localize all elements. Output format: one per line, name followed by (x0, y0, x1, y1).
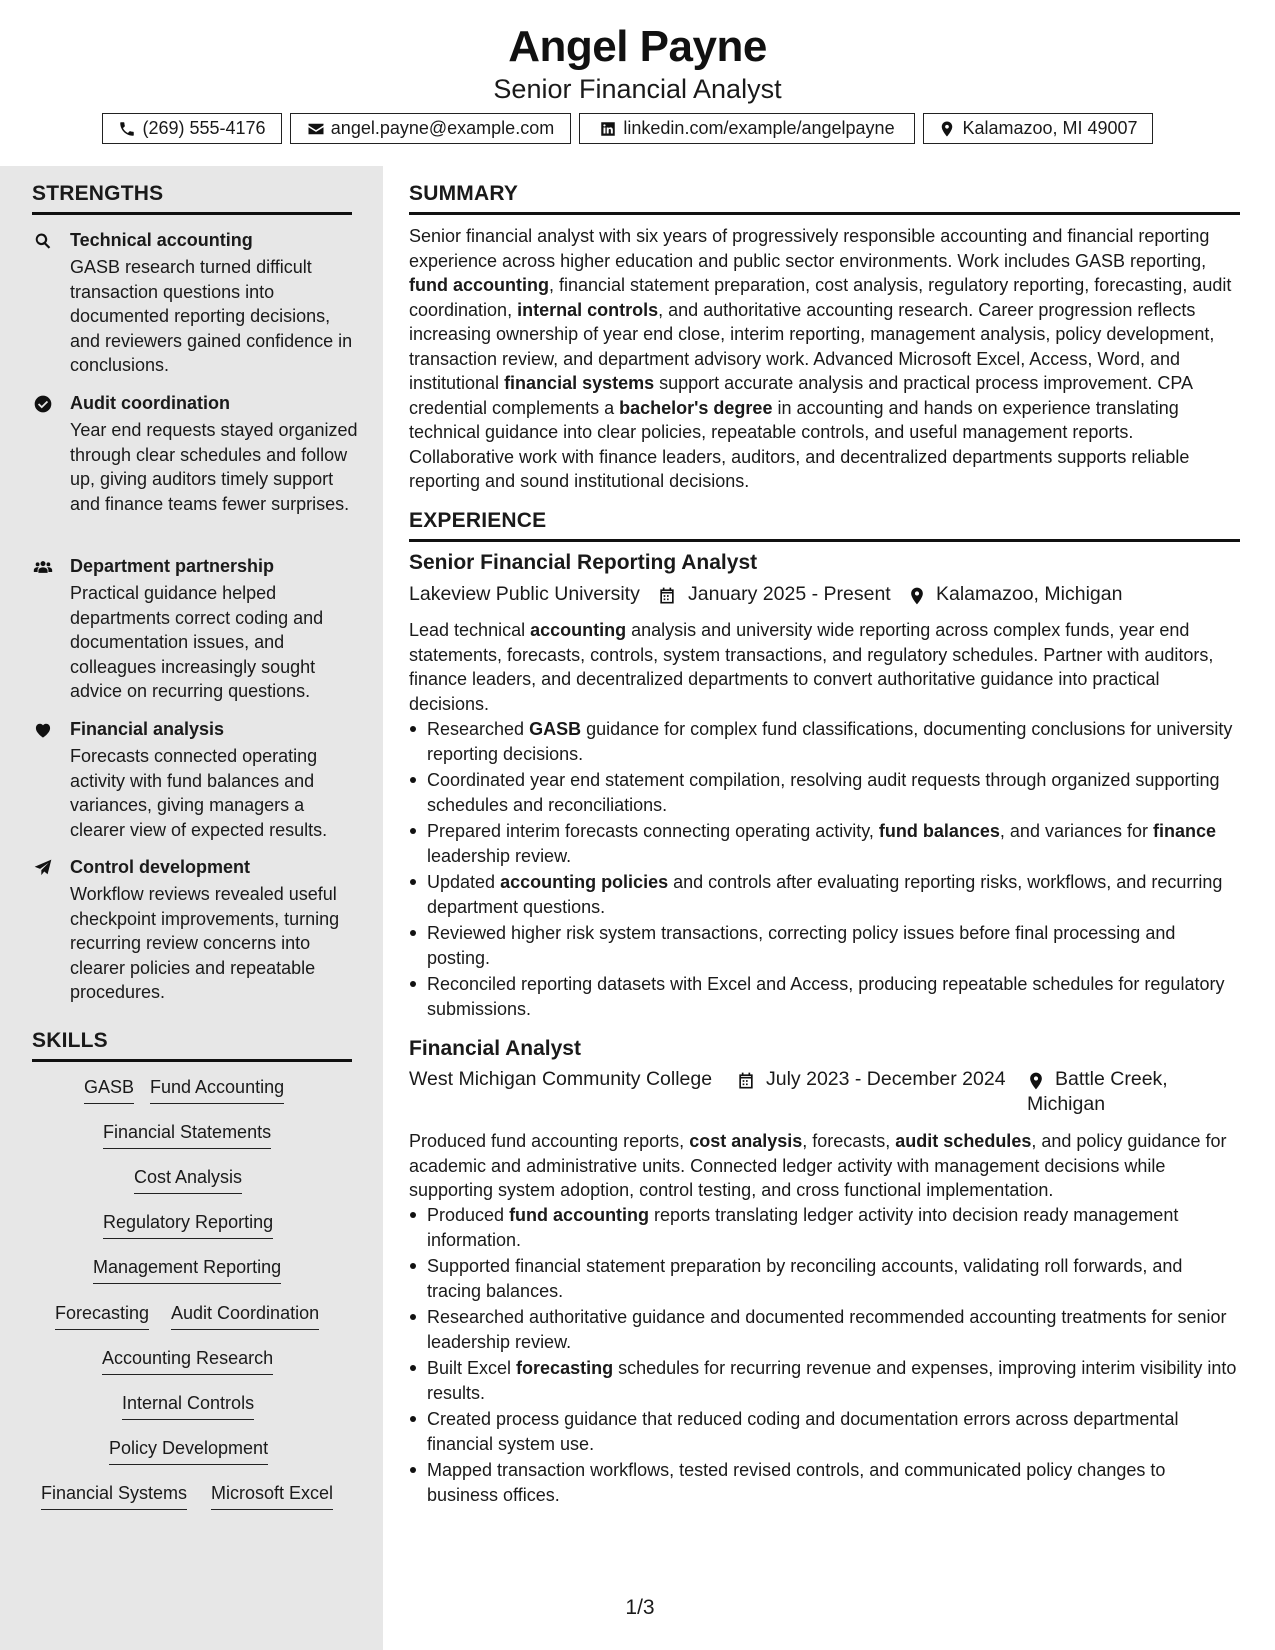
bullet-item: Built Excel forecasting schedules for recurring revenue and expenses, improving interim visibility into results. (409, 1356, 1241, 1405)
envelope-icon (307, 120, 325, 138)
job-intro: Lead technical accounting analysis and university wide reporting across complex funds, year end statements, forecasts, controls, system transactions, and regulatory schedules. Partner with auditors, finance leaders, and decentralized departments to convert authoritative guidance into practical decisions. (409, 620, 1214, 714)
strength-title: Audit coordination (70, 393, 230, 413)
contact-phone[interactable] (102, 113, 282, 144)
contact-bar (0, 113, 1275, 144)
candidate-name: Angel Payne (508, 22, 767, 71)
bullet-item: Mapped transaction workflows, tested revised controls, and communicated policy changes to business offices. (409, 1458, 1241, 1507)
skill-tag: Internal Controls (122, 1393, 254, 1420)
skill-tag: Cost Analysis (134, 1167, 242, 1194)
bullet-item: Prepared interim forecasts connecting operating activity, fund balances, and variances for finance leadership review. (409, 819, 1241, 868)
job-bullets (409, 717, 1241, 1023)
strength-desc: Forecasts connected operating activity with fund balances and variances, giving managers a clearer view of expected results. (70, 746, 328, 840)
skill-tag: Audit Coordination (171, 1303, 319, 1330)
calendar-icon (657, 586, 677, 606)
job-intro: Produced fund accounting reports, cost analysis, forecasts, audit schedules, and policy guidance for academic and administrative units. Connected ledger activity with management decisions while supporting system adoption, control testing, and cross functional implementation. (409, 1131, 1227, 1200)
bullet-item: Researched GASB guidance for complex fund classifications, documenting conclusions for university reporting decisions. (409, 717, 1241, 766)
page-number: 1/3 (625, 1596, 655, 1619)
skill-tag: Financial Statements (103, 1122, 271, 1149)
experience-heading: EXPERIENCE (409, 509, 1240, 542)
skill-tag: Financial Systems (41, 1483, 187, 1510)
bullet-item: Produced fund accounting reports translating ledger activity into decision ready management information. (409, 1203, 1241, 1252)
check-circle-icon (33, 394, 53, 414)
strength-desc: GASB research turned difficult transaction questions into documented reporting decisions, and reviewers gained confidence in conclusions. (70, 257, 353, 375)
calendar-icon (736, 1071, 756, 1091)
contact-linkedin-text: linkedin.com/example/angelpayne (623, 118, 895, 138)
summary-heading: SUMMARY (409, 182, 1240, 215)
bullet-item: Researched authoritative guidance and documented recommended accounting treatments for senior leadership review. (409, 1305, 1241, 1354)
heart-icon (33, 720, 53, 740)
candidate-title: Senior Financial Analyst (493, 74, 782, 104)
skill-tag: Microsoft Excel (211, 1483, 333, 1510)
job-location-line2: Michigan (1027, 1093, 1106, 1115)
strength-desc: Practical guidance helped departments correct coding and documentation issues, and colleagues increasingly sought advice on recurring questions. (70, 583, 324, 701)
contact-phone-text: (269) 555-4176 (142, 118, 266, 138)
job-dates: January 2025 - Present (688, 583, 891, 605)
skill-tag: Fund Accounting (150, 1077, 284, 1104)
job-company: Lakeview Public University (409, 583, 640, 605)
skill-tag: Management Reporting (93, 1257, 281, 1284)
map-pin-icon (1026, 1071, 1046, 1091)
job-company: West Michigan Community College (409, 1068, 713, 1090)
paper-plane-icon (33, 858, 53, 878)
strength-title: Financial analysis (70, 719, 225, 739)
job-location: Kalamazoo, Michigan (936, 583, 1123, 605)
strength-title: Department partnership (70, 556, 275, 576)
phone-icon (118, 120, 136, 138)
contact-email[interactable] (290, 113, 571, 144)
job-dates: July 2023 - December 2024 (766, 1068, 1006, 1090)
bullet-item: Coordinated year end statement compilation, resolving audit requests through organized supporting schedules and reconciliations. (409, 768, 1241, 817)
bullet-item: Created process guidance that reduced coding and documentation errors across departmental financial system use. (409, 1407, 1241, 1456)
map-pin-icon (938, 120, 956, 138)
strength-title: Control development (70, 857, 251, 877)
search-icon (33, 231, 53, 251)
contact-location[interactable] (923, 113, 1153, 144)
strengths-heading: STRENGTHS (32, 182, 352, 215)
strength-title: Technical accounting (70, 230, 253, 250)
job-meta (409, 1068, 1241, 1120)
summary-text: Senior financial analyst with six years of progressively responsible accounting and financial reporting experience across higher education and public sector environments. Work includes GASB reporting, fund accounting, financial statement preparation, cost analysis, regulatory reporting, forecasting, audit coordination, internal controls, and authoritative accounting research. Career progression reflects increasing ownership of year end close, interim reporting, management analysis, policy development, transaction review, and department advisory work. Advanced Microsoft Excel, Access, Word, and institutional financial systems support accurate analysis and practical process improvement. CPA credential complements a bachelor's degree in accounting and hands on experience translating technical guidance into clear policies, repeatable controls, and useful management reports. Collaborative work with finance leaders, auditors, and decentralized departments supports reliable reporting and sound institutional decisions. (409, 226, 1232, 491)
job-title: Financial Analyst (409, 1037, 581, 1060)
contact-email-text: angel.payne@example.com (330, 118, 555, 138)
bullet-item: Updated accounting policies and controls after evaluating reporting risks, workflows, and recurring department questions. (409, 870, 1241, 919)
contact-location-text: Kalamazoo, MI 49007 (962, 118, 1138, 138)
skill-tag: Forecasting (55, 1303, 149, 1330)
bullet-item: Reviewed higher risk system transactions, correcting policy issues before final processing and posting. (409, 921, 1241, 970)
linkedin-icon (599, 120, 617, 138)
skills-heading: SKILLS (32, 1029, 352, 1062)
contact-linkedin[interactable] (579, 113, 915, 144)
resume-header (0, 0, 1275, 166)
map-pin-icon (907, 586, 927, 606)
job-title: Senior Financial Reporting Analyst (409, 551, 758, 574)
skill-tag: Accounting Research (102, 1348, 273, 1375)
job-meta (409, 583, 1241, 611)
strength-desc: Workflow reviews revealed useful checkpoint improvements, turning recurring review concerns into clearer policies and repeatable procedures. (70, 884, 340, 1002)
job-bullets (409, 1203, 1241, 1509)
bullet-item: Reconciled reporting datasets with Excel and Access, producing repeatable schedules for regulatory submissions. (409, 972, 1241, 1021)
strength-desc: Year end requests stayed organized through clear schedules and follow up, giving auditors timely support and finance teams fewer surprises. (70, 420, 358, 514)
skill-tag: Regulatory Reporting (103, 1212, 273, 1239)
bullet-item: Supported financial statement preparation by reconciling accounts, validating roll forwards, and tracing balances. (409, 1254, 1241, 1303)
job-location: Battle Creek, (1055, 1068, 1168, 1090)
skill-tag: Policy Development (109, 1438, 268, 1465)
skill-tag: GASB (84, 1077, 134, 1104)
users-icon (33, 557, 53, 577)
